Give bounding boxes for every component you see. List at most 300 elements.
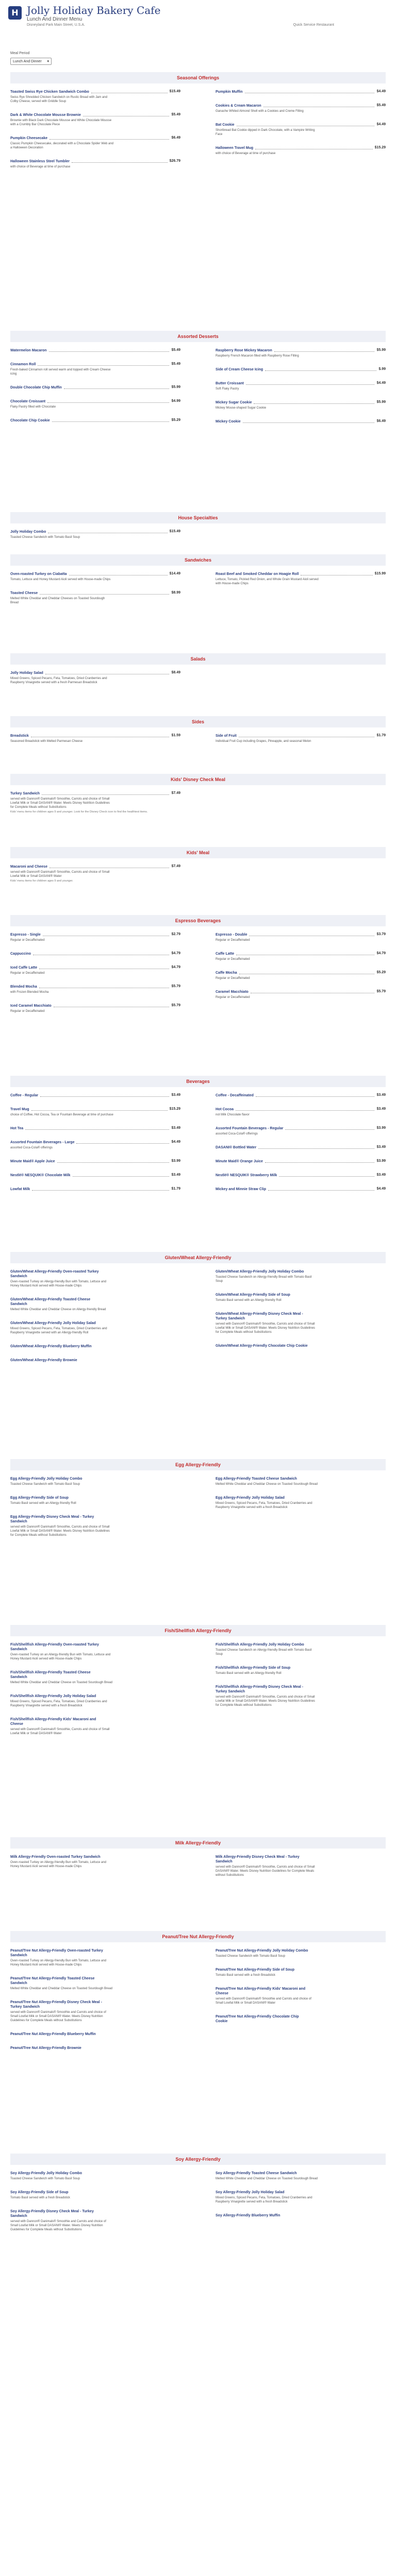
menu-item-description: with Frozen Blended Mocha — [10, 991, 49, 994]
menu-column-left — [10, 90, 180, 178]
section-body — [10, 858, 386, 915]
menu-item[interactable] — [10, 1948, 180, 1967]
menu-item-name: Peanut/Tree Nut Allergy-Friendly Jolly Holiday Combo — [216, 1949, 308, 1953]
menu-item[interactable] — [216, 734, 386, 743]
menu-item-header — [216, 1093, 386, 1098]
menu-item[interactable] — [10, 572, 180, 582]
menu-item[interactable] — [10, 399, 180, 409]
menu-item-description: served with Dannon® Danimals® Smoothie, Carrots and choice of Small Lowfat Milk or Small DASANI® Water. Meets Disney Nutrition Guidelines for Complete Meals without Substitutions — [216, 1696, 315, 1707]
menu-item-header — [10, 1004, 180, 1008]
menu-item-name: Fish/Shellfish Allergy-Friendly Jolly Holiday Salad — [10, 1694, 96, 1698]
menu-item[interactable] — [216, 2171, 386, 2181]
menu-item[interactable] — [216, 1855, 386, 1877]
menu-item-header — [10, 2209, 180, 2218]
menu-item-description: Oven-roasted Turkey on Allergy-friendly Bun with Tomato, Lettuce and Honey Mustard Aioli served with House-made Chips — [10, 1861, 106, 1868]
menu-item-price: $4.49 — [376, 123, 386, 126]
menu-item-header — [10, 952, 180, 956]
menu-item-description: Toasted Cheese Sandwich on Allergy-friendly Bread with Tomato Basil Soup — [216, 1649, 312, 1656]
menu-item-price: $5.79 — [171, 985, 180, 988]
menu-item[interactable] — [10, 791, 180, 814]
menu-item-price: $4.49 — [171, 1140, 180, 1144]
dot-leader — [256, 1093, 375, 1097]
menu-item-header — [10, 1093, 180, 1098]
menu-column-left — [10, 734, 180, 753]
menu-item-name: Peanut/Tree Nut Allergy-Friendly Blueberry Muffin — [10, 2032, 96, 2036]
menu-item-header — [10, 1173, 180, 1178]
section-body — [10, 665, 386, 716]
dot-leader — [57, 1159, 170, 1163]
menu-item[interactable] — [216, 1187, 386, 1192]
menu-item-name: Peanut/Tree Nut Allergy-Friendly Disney Check Meal - Turkey Sandwich — [10, 2001, 102, 2009]
menu-item-description: Tomato Basil served with an Allergy-friendly Roll — [216, 1299, 282, 1302]
menu-item-description: Mixed Greens, Spiced Pecans, Feta, Tomatoes, Dried Cranberries and Raspberry Vinaigrette served with a fresh Breadstick — [216, 2196, 312, 2204]
menu-item[interactable] — [216, 1145, 386, 1150]
menu-item[interactable] — [216, 1496, 386, 1510]
menu-item[interactable] — [216, 1312, 386, 1334]
dot-leader — [50, 865, 170, 868]
menu-item-header — [10, 985, 180, 989]
menu-item-price: $5.49 — [171, 362, 180, 366]
menu-item[interactable] — [10, 1642, 180, 1661]
dot-leader — [40, 1093, 169, 1097]
menu-item[interactable] — [216, 2190, 386, 2204]
menu-item-description: Mixed Greens, Spiced Pecans, Feta, Tomatoes, Dried Cranberries and Raspberry Vinaigrette served with an Allergy-friendly Roll — [10, 1327, 107, 1334]
menu-item[interactable] — [216, 971, 386, 980]
menu-item-header — [10, 1269, 180, 1279]
menu-column-left — [10, 1948, 180, 2060]
menu-item-header — [216, 1293, 386, 1297]
menu-column-left — [10, 1269, 180, 1372]
menu-item-price: $1.59 — [171, 734, 180, 737]
menu-item-price: $3.49 — [171, 1173, 180, 1177]
menu-column-right — [216, 671, 386, 694]
menu-item-description: served with Dannon® Danimals® Smoothie, Carrots and choice of Small Lowfat Milk or Small DASANI® Water. Meets Disney Nutrition Guidelines for Complete Meals without Substitutions — [10, 798, 110, 809]
menu-item-price: $7.49 — [171, 791, 180, 795]
menu-item-name: Mickey and Minnie Straw Clip — [216, 1188, 267, 1191]
restaurant-logo: H — [8, 6, 22, 20]
menu-column-right — [216, 734, 386, 753]
menu-item[interactable] — [216, 400, 386, 410]
menu-item-name: Egg Allergy-Friendly Jolly Holiday Combo — [10, 1477, 82, 1481]
section-body — [10, 83, 386, 331]
menu-item[interactable] — [216, 1948, 386, 1958]
menu-item[interactable] — [10, 385, 180, 390]
menu-item[interactable] — [216, 1293, 386, 1302]
menu-item-name: Fish/Shellfish Allergy-Friendly Oven-roasted Turkey Sandwich — [10, 1643, 99, 1651]
menu-item[interactable] — [10, 2190, 180, 2200]
chevron-down-icon: ▾ — [47, 60, 49, 63]
menu-item-price: $3.99 — [171, 1159, 180, 1163]
menu-column-right — [216, 865, 386, 892]
menu-item[interactable] — [10, 1297, 180, 1312]
menu-item-price: $3.49 — [376, 1145, 386, 1149]
menu-item-name: Jolly Holiday Combo — [10, 530, 46, 534]
menu-item-description: Melted White Cheddar and Cheddar Cheese on Toasted Sourdough Bread — [216, 1483, 318, 1486]
menu-item[interactable] — [10, 1126, 180, 1131]
menu-item-description: Mixed Greens, Spiced Pecans, Feta, Tomatoes, Dried Cranberries and Raspberry Vinaigrette served with a fresh Parmesan Breadstick — [10, 677, 107, 684]
menu-item[interactable] — [10, 418, 180, 423]
menu-item-price: $3.79 — [376, 933, 386, 936]
menu-column-right — [216, 1642, 386, 1745]
dot-leader — [73, 1173, 170, 1177]
menu-item-name: Fish/Shellfish Allergy-Friendly Jolly Holiday Combo — [216, 1643, 304, 1647]
menu-item-name: Gluten/Wheat Allergy-Friendly Side of Soup — [216, 1293, 290, 1297]
menu-item-header — [216, 1269, 386, 1274]
menu-item[interactable] — [10, 362, 180, 376]
section-body — [10, 1470, 386, 1625]
menu-item-price: $3.49 — [376, 1093, 386, 1097]
menu-item-description: served with Dannon® Danimals® Smoothie, Carrots and choice of Small DASANI® Water. Meets Disney Nutrition Guidelines for Complete Meals without Substitutions — [216, 1866, 315, 1877]
menu-item[interactable] — [10, 2032, 180, 2037]
menu-item-header — [10, 159, 180, 164]
menu-item-name: Soy Allergy-Friendly Blueberry Muffin — [216, 2214, 280, 2217]
menu-item[interactable] — [216, 572, 386, 586]
menu-item[interactable] — [216, 990, 386, 999]
menu-column-left — [10, 1477, 180, 1547]
menu-item-name: Travel Mug — [10, 1108, 29, 1111]
menu-item-description: served with Dannon® Danimals® Smoothie, Carrots and choice of Small Lowfat Milk or Small DASANI® Water. Meets Disney Nutrition Guidelines for Complete Meals without Substitutions — [10, 1526, 110, 1537]
section-header: Assorted Desserts — [10, 331, 386, 342]
menu-item-name: Oven-roasted Turkey on Ciabatta — [10, 572, 67, 576]
menu-item-name: Cinnamon Roll — [10, 363, 36, 366]
menu-item[interactable] — [216, 952, 386, 961]
menu-column-left — [10, 1093, 180, 1201]
menu-item-price: $5.79 — [376, 990, 386, 993]
menu-item[interactable] — [10, 1515, 180, 1537]
menu-item-header — [216, 933, 386, 937]
menu-item-description: Individual Fruit Cup including Grapes, Pineapple, and seasonal Melon — [216, 740, 311, 743]
menu-item-note: Kids' menu items for children ages 9 and younger. Look for the Disney Check icon to find the healthiest items. — [10, 810, 148, 814]
menu-item-header — [216, 2213, 386, 2218]
dot-leader — [54, 1004, 170, 1007]
meal-period-select[interactable] — [10, 58, 52, 65]
menu-item-price: $14.49 — [169, 572, 180, 575]
menu-column-right — [216, 791, 386, 823]
menu-item-name: Gluten/Wheat Allergy-Friendly Toasted Cheese Sandwich — [10, 1298, 91, 1306]
menu-item-header — [216, 1642, 386, 1647]
menu-item-description: Melted White Cheddar and Cheddar Cheese on Toasted Sourdough Bread — [10, 1681, 113, 1684]
menu-item-name: Peanut/Tree Nut Allergy-Friendly Side of Soup — [216, 1968, 294, 1972]
menu-item-header — [10, 1694, 180, 1699]
menu-item[interactable] — [10, 1321, 180, 1335]
menu-item[interactable] — [10, 933, 180, 942]
section-body — [10, 926, 386, 1076]
menu-item-name: Gluten/Wheat Allergy-Friendly Jolly Holiday Combo — [216, 1270, 304, 1274]
menu-item[interactable] — [216, 367, 386, 372]
menu-item-name: Turkey Sandwich — [10, 792, 40, 795]
menu-item-price: $3.49 — [171, 1093, 180, 1097]
menu-item[interactable] — [10, 1477, 180, 1486]
menu-item-header — [216, 2190, 386, 2195]
menu-item-name: Minute Maid® Orange Juice — [216, 1160, 263, 1163]
menu-item-price: $6.49 — [376, 419, 386, 423]
menu-item-name: Side of Cream Cheese Icing — [216, 368, 263, 371]
menu-item[interactable] — [216, 90, 386, 94]
menu-item-description: Soft Flaky Pastry — [216, 387, 239, 391]
menu-item-name: Assorted Fountain Beverages - Regular — [216, 1127, 284, 1130]
menu-item-price: $15.29 — [374, 146, 386, 149]
menu-item-price: $26.79 — [169, 159, 180, 163]
menu-item-name: Soy Allergy-Friendly Side of Soup — [10, 2191, 69, 2194]
menu-item[interactable] — [10, 2000, 180, 2023]
section-body — [10, 1942, 386, 2154]
dot-leader — [254, 400, 374, 404]
meal-period-value: Lunch And Dinner — [13, 60, 42, 63]
menu-item[interactable] — [10, 1107, 180, 1117]
menu-item[interactable] — [216, 2213, 386, 2218]
menu-column-right — [216, 572, 386, 614]
menu-item-description: Toasted Cheese Sandwich with Tomato Basil Soup — [10, 2177, 80, 2180]
menu-item-description: served with Dannon® Danimals® Smoothie and Carrots and choice of Small Lowfat Milk or Small DASANI® Water. Meets Disney Nutrition Guidelines for Complete Meals without Substitutions — [10, 2011, 106, 2022]
menu-item-header — [10, 1107, 180, 1112]
menu-item-description: Mixed Greens, Spiced Pecans, Feta, Tomatoes, Dried Cranberries and Raspberry Vinaigrette served with a fresh Breadstick — [10, 1700, 107, 1707]
dot-leader — [69, 572, 168, 575]
menu-item[interactable] — [10, 1694, 180, 1708]
menu-item[interactable] — [10, 1496, 180, 1505]
menu-item[interactable] — [10, 1269, 180, 1288]
menu-item[interactable] — [10, 865, 180, 883]
menu-subtitle: Lunch And Dinner Menu — [27, 16, 82, 22]
menu-item[interactable] — [10, 734, 180, 743]
menu-item-price: $5.49 — [171, 348, 180, 352]
menu-item[interactable] — [216, 419, 386, 424]
menu-item-description: Toasted Cheese Sandwich with Tomato Basil Soup — [10, 536, 80, 539]
menu-item[interactable] — [10, 2209, 180, 2232]
menu-item[interactable] — [10, 2046, 180, 2050]
menu-item[interactable] — [216, 2014, 386, 2024]
menu-item-name: Peanut/Tree Nut Allergy-Friendly Oven-roasted Turkey Sandwich — [10, 1949, 103, 1957]
menu-item-header — [216, 1145, 386, 1150]
menu-item-name: Bat Cookie — [216, 123, 235, 127]
menu-item[interactable] — [216, 1159, 386, 1164]
menu-item[interactable] — [10, 1344, 180, 1349]
menu-item-header — [216, 1173, 386, 1178]
menu-item-description: Melted White Cheddar and Cheddar Cheese on Allergy-friendly Bread — [10, 1308, 106, 1311]
menu-item[interactable] — [216, 1093, 386, 1098]
menu-item-description: Shortbread Bat Cookie dipped in Dark Chocolate, with a Vampire Writing Face — [216, 129, 315, 136]
menu-item-header — [10, 1140, 180, 1145]
menu-item-header — [10, 2190, 180, 2195]
menu-item[interactable] — [10, 348, 180, 353]
menu-item-name: Milk Allergy-Friendly Disney Check Meal - Turkey Sandwich — [216, 1855, 300, 1863]
menu-item[interactable] — [10, 1358, 180, 1363]
menu-item-name: Gluten/Wheat Allergy-Friendly Disney Check Meal - Turkey Sandwich — [216, 1312, 303, 1320]
dot-leader — [48, 530, 167, 533]
menu-item-description: Oven-roasted Turkey on Allergy-friendly Bun with Tomato, Lettuce and Honey Mustard Aioli served with House-made Chips — [10, 1280, 106, 1287]
menu-item[interactable] — [216, 1685, 386, 1707]
menu-item-header — [10, 1159, 180, 1164]
menu-column-left — [10, 865, 180, 892]
menu-item-description: with choice of Beverage at time of purchase — [216, 152, 276, 155]
menu-item-description: Swiss Rye Shredded Chicken Sandwich on Rustic Bread with Jam and Colby Cheese, served with Griddle Soup — [10, 96, 108, 103]
menu-item[interactable] — [216, 1968, 386, 1977]
menu-item-price: $5.99 — [171, 385, 180, 389]
menu-item-name: Egg Allergy-Friendly Disney Check Meal - Turkey Sandwich — [10, 1515, 94, 1523]
menu-item-name: Coffee - Regular — [10, 1094, 39, 1097]
menu-item-price: $.99 — [378, 367, 386, 371]
menu-column-right — [216, 1269, 386, 1372]
menu-item-header — [10, 2171, 180, 2176]
dot-leader — [47, 399, 169, 403]
menu-item-name: Coffee - Decaffeinated — [216, 1094, 254, 1097]
menu-item[interactable] — [10, 1140, 180, 1150]
dot-leader — [38, 362, 169, 366]
menu-item[interactable] — [10, 1173, 180, 1178]
menu-item[interactable] — [10, 1093, 180, 1098]
menu-item-name: Gluten/Wheat Allergy-Friendly Oven-roasted Turkey Sandwich — [10, 1270, 99, 1278]
menu-item-description: Classic Pumpkin Cheesecake, decorated with a Chocolate Spider Web and a Halloween Decoration — [10, 142, 113, 149]
section-body — [10, 566, 386, 653]
menu-item-description: Seasoned Breadstick with Melted Parmesan Cheese — [10, 740, 83, 743]
menu-item-description: Flaky Pastry filled with Chocolate — [10, 405, 56, 409]
dot-leader — [236, 952, 374, 955]
menu-item[interactable] — [216, 1344, 386, 1348]
menu-item-name: Cappuccino — [10, 952, 31, 956]
menu-item[interactable] — [10, 2171, 180, 2181]
menu-item[interactable] — [216, 123, 386, 137]
menu-item-name: Double Chocolate Chip Muffin — [10, 386, 62, 389]
menu-item-header — [10, 1855, 180, 1859]
menu-item-name: Lowfat Milk — [10, 1188, 30, 1191]
menu-item[interactable] — [216, 1987, 386, 2005]
menu-item[interactable] — [10, 136, 180, 150]
menu-item-name: Butter Croissant — [216, 382, 244, 385]
menu-item-price: $3.49 — [376, 1107, 386, 1111]
menu-column-left — [10, 1642, 180, 1745]
menu-item[interactable] — [216, 1477, 386, 1486]
menu-item-name: Watermelon Macaron — [10, 349, 47, 352]
menu-item[interactable] — [10, 1187, 180, 1192]
menu-item-description: Regular or Decaffeinated — [216, 958, 250, 961]
menu-item-header — [216, 123, 386, 127]
menu-item[interactable] — [10, 985, 180, 994]
dot-leader — [83, 113, 170, 116]
menu-item-price: $7.49 — [171, 865, 180, 868]
menu-item[interactable] — [10, 90, 180, 104]
menu-item-header — [10, 865, 180, 869]
menu-item-header — [10, 1126, 180, 1131]
menu-item-header — [10, 1344, 180, 1349]
menu-item-name: Minute Maid® Apple Juice — [10, 1160, 55, 1163]
dot-leader — [243, 419, 375, 423]
menu-item-header — [216, 146, 386, 150]
dot-leader — [45, 671, 170, 674]
menu-item[interactable] — [10, 1670, 180, 1685]
menu-item-price: $5.99 — [376, 348, 386, 352]
menu-column-right — [216, 1477, 386, 1547]
menu-item-header — [216, 1159, 386, 1164]
menu-item[interactable] — [216, 146, 386, 156]
menu-item-name: Gluten/Wheat Allergy-Friendly Brownie — [10, 1359, 77, 1362]
menu-item[interactable] — [216, 1666, 386, 1675]
menu-item[interactable] — [216, 1269, 386, 1283]
menu-item-price: $4.79 — [171, 965, 180, 969]
menu-column-left — [10, 572, 180, 614]
dot-leader — [31, 1107, 168, 1111]
section-body — [10, 342, 386, 512]
dot-leader — [251, 990, 375, 993]
menu-item-name: Gluten/Wheat Allergy-Friendly Blueberry Muffin — [10, 1345, 92, 1348]
menu-item-header — [216, 400, 386, 405]
menu-item-name: Hot Cocoa — [216, 1108, 234, 1111]
menu-item-description: Brownie with Black Dark Chocolate Mousse and White Chocolate Mousse with a Crumbly Bar Chocolate Piece — [10, 119, 112, 126]
menu-item-name: Roast Beef and Smoked Cheddar on Hoagie Roll — [216, 572, 299, 576]
menu-item-name: Soy Allergy-Friendly Jolly Holiday Combo — [10, 2172, 82, 2175]
menu-item-name: Side of Fruit — [216, 734, 237, 738]
menu-item-header — [216, 572, 386, 577]
menu-item[interactable] — [216, 348, 386, 358]
menu-item-name: Toasted Swiss Rye Chicken Sandwich Combo — [10, 90, 89, 94]
menu-item-header — [216, 419, 386, 424]
menu-item[interactable] — [10, 113, 180, 127]
menu-item-description: served with Dannon® Danimals® Smoothie, Carrots and choice of Small Lowfat Milk or Small DASANI® Water — [10, 871, 110, 878]
menu-item-name: Caramel Macchiato — [216, 990, 249, 994]
menu-item[interactable] — [216, 1107, 386, 1117]
menu-item[interactable] — [216, 1642, 386, 1656]
menu-item[interactable] — [216, 933, 386, 942]
menu-item-header — [10, 1948, 180, 1958]
menu-item[interactable] — [10, 1976, 180, 1991]
dot-leader — [239, 971, 375, 974]
menu-item[interactable] — [216, 381, 386, 391]
menu-item[interactable] — [10, 159, 180, 169]
menu-item[interactable] — [10, 671, 180, 685]
menu-item-description: Toasted Cheese Sandwich with Tomato Basil Soup — [216, 1955, 285, 1958]
menu-item-price: $15.29 — [169, 1107, 180, 1111]
menu-item[interactable] — [10, 591, 180, 605]
menu-item[interactable] — [216, 1173, 386, 1178]
dot-leader — [76, 1140, 169, 1144]
menu-item-name: Fish/Shellfish Allergy-Friendly Kids' Macaroni and Cheese — [10, 1718, 96, 1726]
menu-item-name: Fish/Shellfish Allergy-Friendly Side of Soup — [216, 1666, 291, 1670]
menu-item-header — [10, 113, 180, 117]
menu-item[interactable] — [10, 965, 180, 975]
menu-item[interactable] — [10, 1855, 180, 1869]
dot-leader — [32, 1187, 169, 1191]
menu-item[interactable] — [216, 1126, 386, 1136]
dot-leader — [237, 123, 375, 126]
menu-item-description: assorted Coca-Cola® offerings — [10, 1146, 53, 1149]
menu-column-right — [216, 90, 386, 178]
menu-item-name: Chocolate Croissant — [10, 400, 46, 403]
dot-leader — [52, 418, 170, 422]
menu-column-right — [216, 1948, 386, 2060]
menu-item-name: Gluten/Wheat Allergy-Friendly Jolly Holiday Salad — [10, 1321, 96, 1325]
menu-item-description: Melted White Cheddar and Cheddar Cheese on Toasted Sourdough Bread — [216, 2177, 318, 2180]
menu-item-header — [10, 1477, 180, 1481]
menu-item-name: Gluten/Wheat Allergy-Friendly Chocolate Chip Cookie — [216, 1344, 308, 1348]
dot-leader — [279, 1173, 374, 1177]
menu-item-price: $3.49 — [171, 1126, 180, 1130]
menu-item-description: assorted Coca-Cola® offerings — [216, 1132, 258, 1136]
menu-column-left — [10, 2171, 180, 2241]
menu-item[interactable] — [10, 1717, 180, 1736]
menu-column-left — [10, 530, 180, 549]
menu-item[interactable] — [10, 952, 180, 956]
menu-item-header — [216, 1685, 386, 1694]
menu-item-header — [10, 1670, 180, 1680]
section-header: Gluten/Wheat Allergy-Friendly — [10, 1252, 386, 1263]
menu-item[interactable] — [10, 530, 180, 539]
menu-item[interactable] — [10, 1004, 180, 1013]
menu-item-price: $5.29 — [171, 418, 180, 422]
menu-item[interactable] — [10, 1159, 180, 1164]
menu-item[interactable] — [216, 104, 386, 113]
dot-leader — [239, 734, 375, 737]
dot-leader — [265, 367, 376, 371]
dot-leader — [255, 146, 372, 149]
section-header: Sides — [10, 716, 386, 727]
